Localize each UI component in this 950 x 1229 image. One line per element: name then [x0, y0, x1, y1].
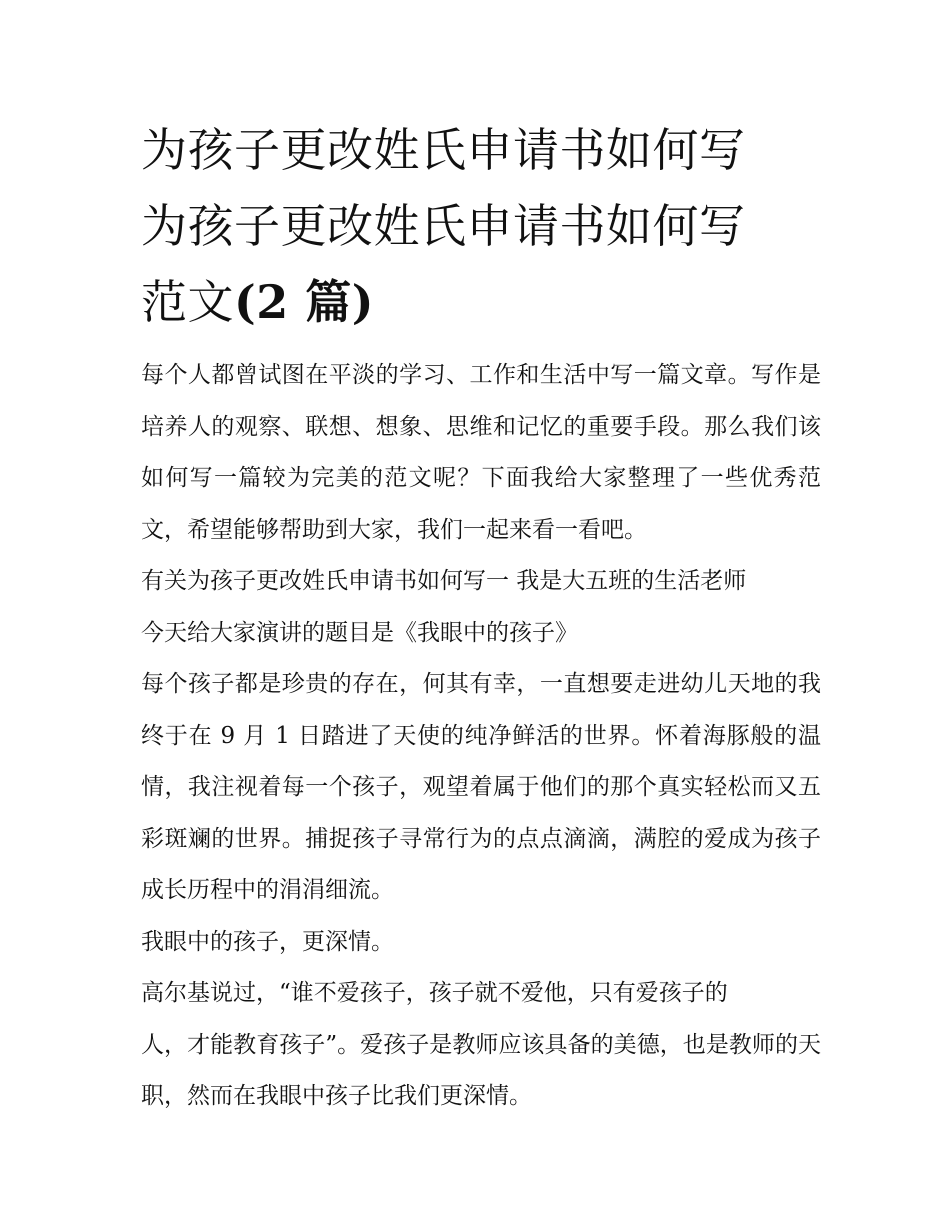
title-line-3-count: (2 篇) — [234, 275, 375, 329]
document-body — [141, 350, 821, 1123]
title-line-1: 为孩子更改姓氏申请书如何写 — [141, 123, 746, 177]
paragraph-deeper-feeling: 我眼中的孩子，更深情。 — [141, 928, 394, 955]
document-title — [141, 112, 821, 340]
paragraph-gorky-quote: 高尔基说过，“谁不爱孩子，孩子就不爱他，只有爱孩子的 — [141, 980, 728, 1006]
paragraph-teacher-virtue: 人，才能教育孩子”。爱孩子是教师应该具备的美德，也是教师的天职，然而在我眼中孩子比我们更深情。 — [141, 1031, 821, 1109]
paragraph-every-child: 每个孩子都是珍贵的存在，何其有幸，一直想要走进幼儿天地的我终于在 9 月 1 日踏进了天使的纯净鲜活的世界。怀着海豚般的温情，我注视着每一个孩子，观望着属于他们的那个真实轻松而又五彩斑斓的世界。捕捉孩子寻常行为的点点滴滴，满腔的爱成为孩子成长历程中的涓涓细流。 — [141, 671, 821, 903]
document-page — [141, 112, 821, 1123]
title-line-3-prefix: 范文 — [141, 275, 234, 329]
paragraph-speech-topic: 今天给大家演讲的题目是《我眼中的孩子》 — [141, 619, 578, 646]
paragraph-heading-1: 有关为孩子更改姓氏申请书如何写一 我是大五班的生活老师 — [141, 568, 747, 594]
title-line-3 — [141, 264, 821, 340]
title-line-2: 为孩子更改姓氏申请书如何写 — [141, 199, 746, 253]
paragraph-intro: 每个人都曾试图在平淡的学习、工作和生活中写一篇文章。写作是培养人的观察、联想、想象、思维和记忆的重要手段。那么我们该如何写一篇较为完美的范文呢？下面我给大家整理了一些优秀范文，希望能够帮助到大家，我们一起来看一看吧。 — [141, 362, 821, 543]
